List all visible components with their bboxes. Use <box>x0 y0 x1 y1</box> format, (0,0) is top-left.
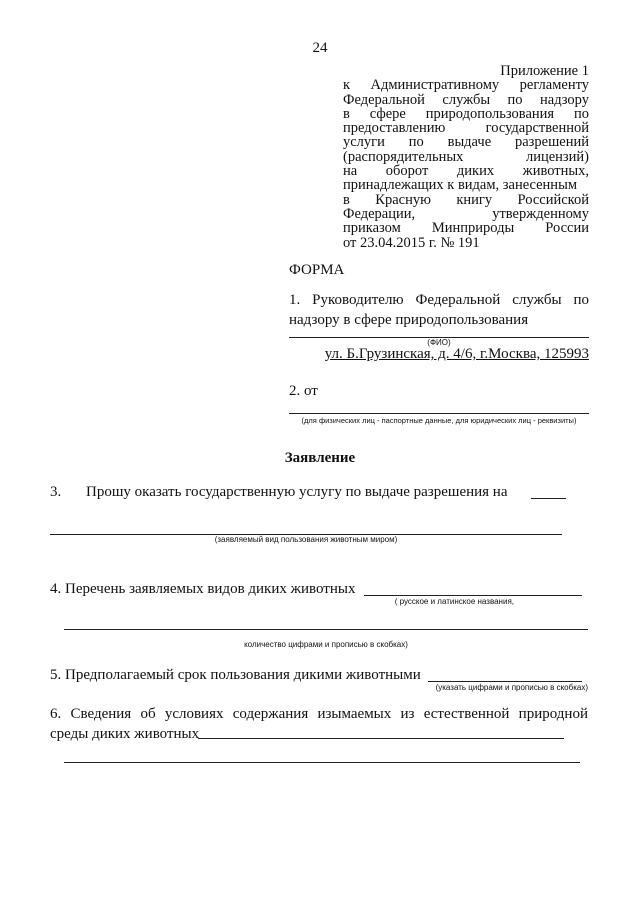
item6-text-line1: 6. Сведения об условиях содержания изымаемых из естественной природной <box>50 706 588 722</box>
appendix-word: предоставлению <box>343 120 446 137</box>
appendix-line <box>343 164 589 178</box>
appendix-lines <box>343 78 589 250</box>
appendix-line <box>343 107 589 121</box>
item5-text: 5. Предполагаемый срок пользования дикими животными <box>50 667 421 683</box>
appendix-word: сфере <box>369 105 406 122</box>
appendix-word: к <box>343 77 351 94</box>
appendix-word: Минприроды <box>431 220 515 237</box>
appendix-word: оборот <box>385 163 429 180</box>
appendix-word: природопользования <box>425 105 555 122</box>
appendix-word: в <box>343 105 350 122</box>
appendix-word: Административному <box>370 77 500 94</box>
appendix-line <box>343 207 589 221</box>
appendix-word: (распорядительных <box>343 148 464 165</box>
appendix-word: службы <box>442 91 491 108</box>
appendix-title: Приложение 1 <box>500 63 589 79</box>
appendix-line <box>343 121 589 135</box>
appendix-word: надзору <box>540 91 589 108</box>
item3-text: Прошу оказать государственную услугу по выдаче разрешения на <box>86 484 508 500</box>
appendix-word: услуги <box>343 134 385 151</box>
appendix-line <box>343 221 589 235</box>
appendix-line <box>343 78 589 92</box>
appendix-word: по <box>573 105 589 122</box>
appendix-word: принадлежащих к видам, занесенным <box>343 177 577 194</box>
appendix-word: регламенту <box>519 77 589 94</box>
statement-heading: Заявление <box>284 450 356 466</box>
appendix-word: России <box>545 220 589 237</box>
appendix-line <box>343 193 589 207</box>
appendix-line <box>343 178 589 192</box>
item3-caption: (заявляемый вид пользования животным миром) <box>214 535 398 544</box>
item3-number: 3. <box>50 484 62 500</box>
appendix-word: от 23.04.2015 г. № 191 <box>343 234 480 251</box>
item6-text-line2: среды диких животных <box>50 726 200 742</box>
item4-caption2: количество цифрами и прописью в скобках) <box>244 640 408 649</box>
appendix-word: выдаче <box>447 134 492 151</box>
appendix-word: государственной <box>485 120 589 137</box>
item5-inline-line <box>428 681 582 682</box>
appendix-word: диких <box>456 163 495 180</box>
address-text: ул. Б.Грузинская, д. 4/6, г.Москва, 125993 <box>324 346 589 362</box>
appendix-word: Российской <box>517 191 589 208</box>
appendix-word: разрешений <box>515 134 589 151</box>
appendix-line <box>343 135 589 149</box>
appendix-word: в <box>343 191 350 208</box>
appendix-word: по <box>507 91 523 108</box>
appendix-line <box>343 236 589 250</box>
item4-inline-line <box>364 595 582 596</box>
appendix-line <box>343 150 589 164</box>
appendix-word: утвержденному <box>492 205 589 222</box>
appendix-word: Федерации, <box>343 205 416 222</box>
appendix-word: книгу <box>456 191 493 208</box>
appendix-word: по <box>408 134 424 151</box>
appendix-word: на <box>343 163 358 180</box>
page-number: 24 <box>312 40 328 56</box>
appendix-word: животных, <box>522 163 589 180</box>
item4-text: 4. Перечень заявляемых видов диких животных <box>50 581 356 597</box>
applicant-caption: (для физических лиц - паспортные данные, для юридических лиц - реквизиты) <box>301 416 577 425</box>
applicant-label: 2. от <box>289 383 318 399</box>
applicant-line <box>289 413 589 414</box>
item5-caption: (указать цифрами и прописью в скобках) <box>435 683 588 692</box>
recipient-text: 1. Руководителю Федеральной службы по надзору в сфере природопользования <box>289 292 589 328</box>
appendix-word: Федеральной <box>343 91 425 108</box>
form-label: ФОРМА <box>289 262 345 278</box>
appendix-header <box>343 64 589 250</box>
appendix-word: Красную <box>375 191 431 208</box>
item4-caption1: ( русское и латинское названия, <box>394 597 514 606</box>
fio-caption: (ФИО) <box>427 338 451 347</box>
appendix-word: лицензий) <box>525 148 589 165</box>
item6-line <box>64 762 580 763</box>
item3-inline-line <box>531 498 566 499</box>
appendix-word: приказом <box>343 220 401 237</box>
item4-line <box>64 629 588 630</box>
item6-inline-line <box>198 738 564 739</box>
recipient-address <box>289 346 589 363</box>
appendix-line <box>343 93 589 107</box>
